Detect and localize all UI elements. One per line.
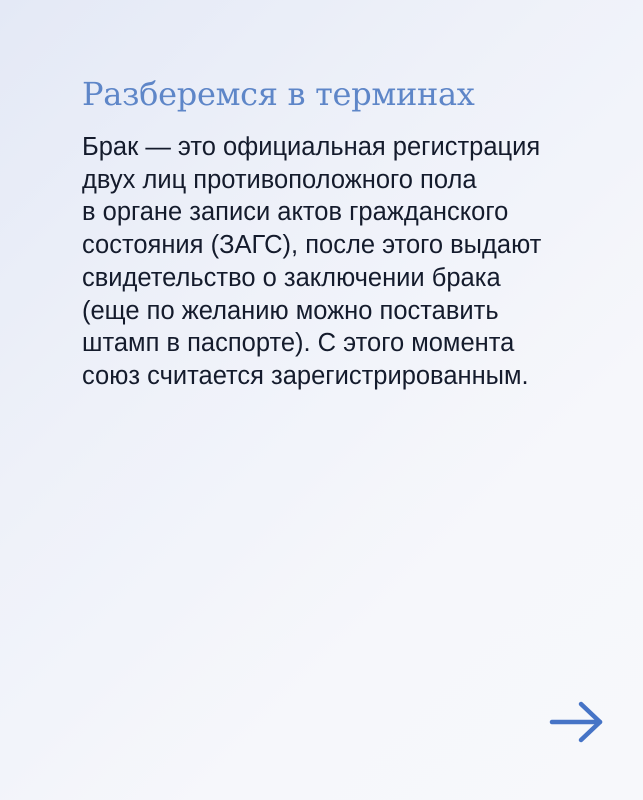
definition-text <box>82 131 622 393</box>
next-slide-button[interactable] <box>548 700 606 744</box>
definition-line: состояния (ЗАГС), после этого выдают <box>82 231 542 260</box>
definition-line: Брак — это официальная регистрация <box>82 133 541 161</box>
arrow-right-icon <box>548 700 606 744</box>
definition-line: союз считается зарегистрированным. <box>82 361 529 390</box>
definition-line: штамп в паспорте). С этого момента <box>82 329 515 358</box>
definition-line: (еще по желанию можно поставить <box>82 296 499 325</box>
definition-line: двух лиц противоположного пола <box>82 165 477 194</box>
definition-line: в органе записи актов гражданского <box>82 198 509 227</box>
definition-line: свидетельство о заключении брака <box>82 263 501 292</box>
slide-title: Разберемся в терминах <box>82 75 475 113</box>
